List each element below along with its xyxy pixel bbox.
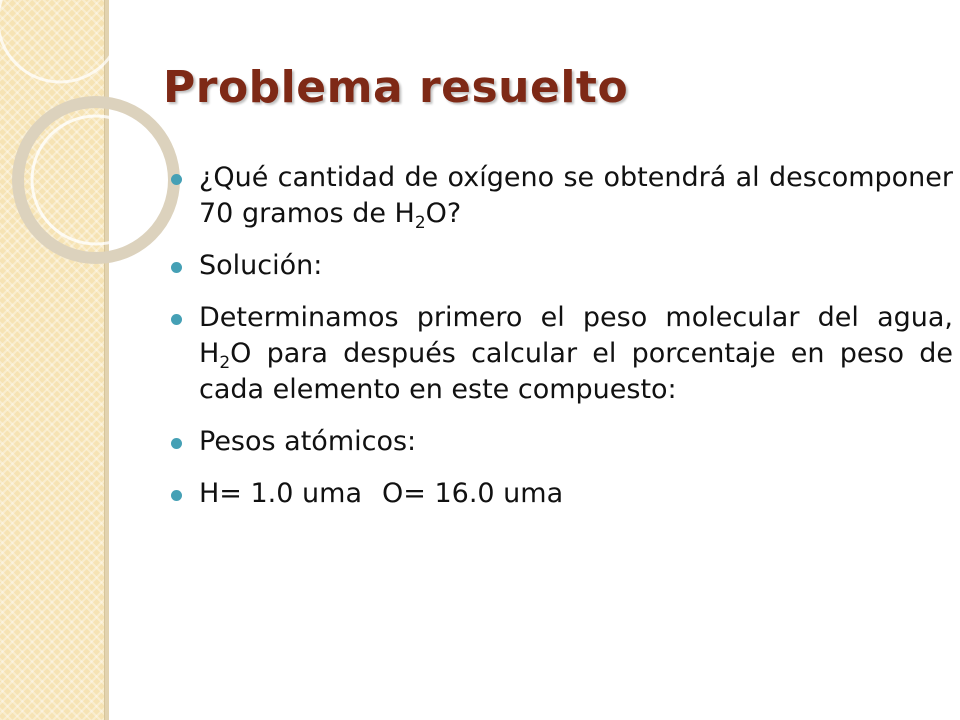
bullet-question	[163, 160, 953, 232]
bullet-list	[163, 160, 953, 528]
bullet-dot-icon	[171, 314, 182, 325]
question-text-end: O?	[425, 198, 462, 229]
bullet-solucion	[163, 248, 953, 284]
solucion-label: Solución:	[199, 250, 323, 281]
bullet-dot-icon	[171, 262, 182, 273]
determinamos-text-end: O para después calcular el porcentaje en peso de cada elemento en este compuesto:	[199, 338, 953, 405]
question-text: ¿Qué cantidad de oxígeno se obtendrá al descomponer 70 gramos de H	[199, 162, 953, 229]
bullet-pesos	[163, 424, 953, 460]
oxygen-mass: O= 16.0 uma	[382, 478, 564, 509]
decorative-side-strip	[0, 0, 104, 720]
determinamos-text: Determinamos primero el peso molecular del agua, H	[199, 302, 953, 369]
pesos-label: Pesos atómicos:	[199, 426, 417, 457]
bullet-masses	[163, 476, 953, 512]
subscript-2: 2	[219, 353, 231, 373]
subscript-2: 2	[414, 213, 426, 233]
slide-title: Problema resuelto	[163, 62, 629, 113]
hydrogen-mass: H= 1.0 uma	[199, 478, 362, 509]
bullet-dot-icon	[171, 438, 182, 449]
bullet-determinamos	[163, 300, 953, 408]
bullet-dot-icon	[171, 490, 182, 501]
bullet-dot-icon	[171, 174, 182, 185]
side-strip-edge	[104, 0, 109, 720]
